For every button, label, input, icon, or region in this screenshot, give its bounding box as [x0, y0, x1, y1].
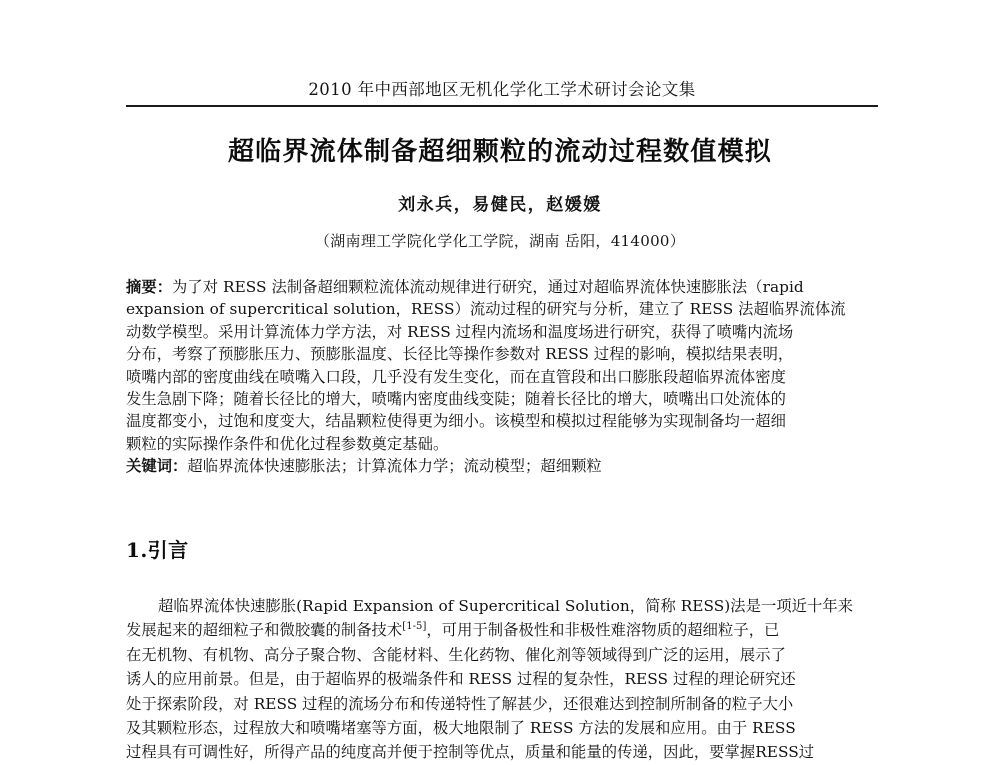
- abstract-line-text: 为了对 RESS 法制备超细颗粒流体流动规律进行研究，通过对超临界流体快速膨胀法（rapid: [172, 278, 804, 296]
- abstract-label: 摘要：: [126, 278, 173, 296]
- body-line: 过程具有可调性好，所得产品的纯度高并便于控制等优点，质量和能量的传递，因此，要掌握RESS过: [126, 743, 815, 762]
- running-header: [126, 76, 878, 107]
- abstract-line: 温度都变小，过饱和度变大，结晶颗粒使得更为细小。该模型和模拟过程能够为实现制备均一超细: [126, 412, 786, 431]
- author-list: 刘永兵，易健民，赵媛媛: [398, 195, 602, 215]
- affiliation-line: （湖南理工学院化学化工学院，湖南 岳阳，414000）: [314, 232, 686, 250]
- section-heading-introduction: 1.引言: [126, 538, 189, 562]
- body-line: 在无机物、有机物、高分子聚合物、含能材料、生化药物、催化剂等领域得到广泛的运用，展示了: [126, 645, 786, 664]
- abstract-line: expansion of supercritical solution，RESS）流动过程的研究与分析，建立了 RESS 法超临界流体流: [126, 300, 846, 319]
- body-line-text: 发展起来的超细粒子和微胶囊的制备技术: [126, 621, 403, 640]
- body-line: [126, 594, 886, 618]
- keywords-text: 超临界流体快速膨胀法；计算流体力学；流动模型；超细颗粒: [187, 457, 602, 476]
- body-line: 处于探索阶段，对 RESS 过程的流场分布和传递特性了解甚少，还很难达到控制所制备的粒子大小: [126, 694, 794, 713]
- body-line: 及其颗粒形态，过程放大和喷嘴堵塞等方面，极大地限制了 RESS 方法的发展和应用。由于 RESS: [126, 719, 796, 738]
- keywords-line: [126, 455, 878, 477]
- page-title: 超临界流体制备超细颗粒的流动过程数值模拟: [227, 137, 772, 167]
- abstract-line: 颗粒的实际操作条件和优化过程参数奠定基础。: [126, 434, 449, 453]
- abstract-line: 发生急剧下降；随着长径比的增大，喷嘴内密度曲线变陡；随着长径比的增大，喷嘴出口处流体的: [126, 390, 786, 409]
- abstract-line: 分布，考察了预膨胀压力、预膨胀温度、长径比等操作参数对 RESS 过程的影响，模拟结果表明，: [126, 345, 794, 364]
- body-line-text-tail: ，可用于制备极性和非极性难溶物质的超细粒子，已: [426, 621, 780, 640]
- body-text-block: [126, 594, 886, 765]
- citation-ref: [1-5]: [402, 621, 427, 633]
- abstract-block: [126, 276, 878, 478]
- abstract-line: 喷嘴内部的密度曲线在喷嘴入口段，几乎没有发生变化，而在直管段和出口膨胀段超临界流体密度: [126, 367, 786, 386]
- body-line: 诱人的应用前景。但是，由于超临界的极端条件和 RESS 过程的复杂性，RESS 过程的理论研究还: [126, 670, 796, 689]
- abstract-line: 动数学模型。采用计算流体力学方法，对 RESS 过程内流场和温度场进行研究，获得了喷嘴内流场: [126, 322, 794, 341]
- header-rule-divider: [126, 105, 878, 107]
- running-header-text: 2010 年中西部地区无机化学化工学术研讨会论文集: [308, 80, 696, 99]
- keywords-label: 关键词：: [126, 457, 188, 476]
- abstract-line: [126, 276, 878, 298]
- body-line-text: 超临界流体快速膨胀(Rapid Expansion of Supercritical Solution，简称 RESS)法是一项近十年来: [158, 597, 854, 615]
- body-line: [126, 618, 886, 642]
